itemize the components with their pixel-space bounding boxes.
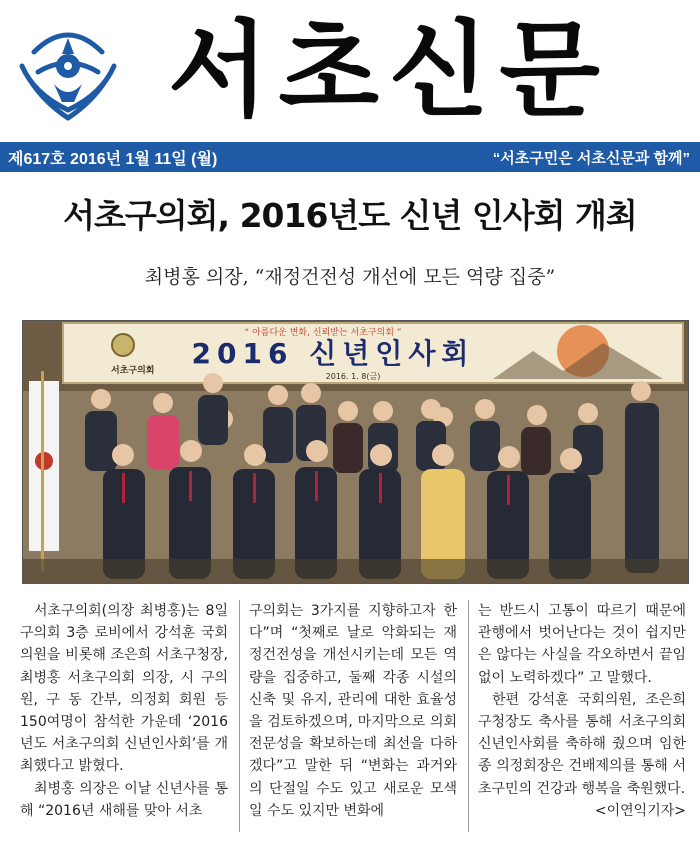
group-photo-illustration: [23, 321, 688, 583]
article-column-3: [478, 600, 686, 822]
article-subheadline: 최병홍 의장, “재정건전성 개선에 모든 역량 집중”: [144, 266, 556, 288]
paper-slogan: “서초구민은 서초신문과 함께”: [492, 149, 690, 167]
column-divider: [239, 600, 240, 832]
group-photo: [22, 320, 689, 584]
paragraph: 한편 강석훈 국회의원, 조은희 구청장도 축사를 통해 서초구의회 신년인사회를 축하해 줬으며 임한종 의정회장은 건배제의를 통해 서초구민의 건강과 행복을 축원했다.: [478, 691, 686, 797]
issue-bar: [0, 142, 700, 172]
banner-date-text: 2016. 1. 8(금): [325, 372, 381, 381]
paragraph: 는 반드시 고통이 따르기 때문에 관행에서 벗어난다는 것이 쉽지만은 않다는 사실을 각오하면서 끝임 없이 노력하겠다” 고 말했다.: [478, 603, 686, 686]
banner-title-text: 2016 신년인사회: [191, 337, 475, 370]
article-column-1: [20, 600, 228, 822]
newspaper-title: 서초신문: [168, 9, 610, 131]
article-body: [20, 600, 690, 840]
article-column-2: [249, 600, 457, 822]
paragraph: 최병홍 의장은 이날 신년사를 통해 “2016년 새해를 맞아 서초: [20, 780, 228, 819]
paragraph: 구의회는 3가지를 지향하고자 한다”며 “첫째로 날로 악화되는 재정건전성을 개선시키는데 모든 역량을 집중하고, 둘째 각종 시설의 신축 및 유지, 관리에 대한 효율성을 검토하겠으며, 마지막으로 의회 전문성을 확보하는데 최선을 다하겠다”고 말한 뒤 “변화는 과거와의 단절일 수도 있고 새로운 모색일 수도 있지만 변화에: [249, 603, 457, 819]
paragraph: 서초구의회(의장 최병홍)는 8일 구의회 3층 로비에서 강석훈 국회의원을 비롯해 조은희 서초구청장, 최병홍 서초구의회 의장, 시 구의원, 구 동 간부, 의정회 회원 등 150여명이 참석한 가운데 ‘2016년도 서초구의회 신년인사회’를 개최했다고 밝혔다.: [20, 603, 228, 775]
column-divider: [468, 600, 469, 832]
masthead: [0, 0, 700, 138]
seocho-emblem-logo: [14, 14, 122, 126]
issue-date: 제617호 2016년 1월 11일 (월): [8, 150, 218, 168]
banner-slogan-text: “ 아름다운 변화, 신뢰받는 서초구의회 ”: [244, 328, 402, 338]
banner-council-text: 서초구의회: [111, 366, 155, 376]
byline: <이연익기자>: [594, 802, 686, 819]
article-headline: 서초구의회, 2016년도 신년 인사회 개최: [63, 196, 637, 235]
